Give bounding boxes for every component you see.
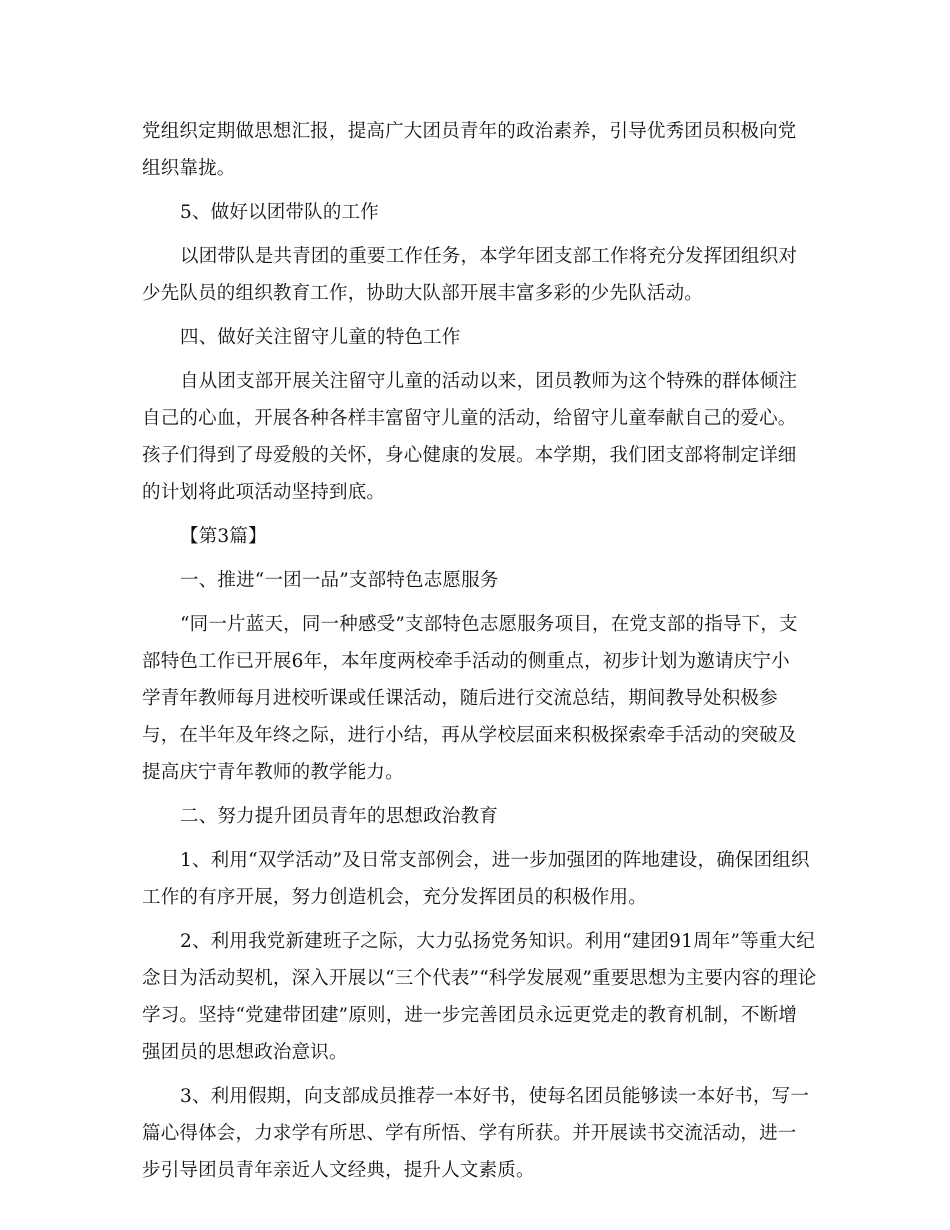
text-line: 部特色工作已开展6年，本年度两校牵手活动的侧重点，初步计划为邀请庆宁小 xyxy=(142,651,790,672)
text-line: 四、做好关注留守儿童的特色工作 xyxy=(180,327,461,348)
text-line: 一、推进“一团一品”支部特色志愿服务 xyxy=(180,570,499,591)
text-line: 篇心得体会，力求学有所思、学有所悟、学有所获。并开展读书交流活动，进一 xyxy=(142,1123,797,1144)
document-body xyxy=(142,113,817,1196)
text-line: 工作的有序开展，努力创造机会，充分发挥团员的积极作用。 xyxy=(142,887,647,908)
text-line: 5、做好以团带队的工作 xyxy=(180,202,379,223)
text-line: 【第3篇】 xyxy=(180,526,267,547)
paragraph xyxy=(142,238,810,312)
section-heading-political-education xyxy=(142,798,810,835)
text-line: 提高庆宁青年教师的教学能力。 xyxy=(142,762,404,783)
text-line: 步引导团员青年亲近人文经典，提升人文素质。 xyxy=(142,1160,535,1181)
text-line: 学习。坚持“党建带团建”原则，进一步完善团员永远更党走的教育机制，不断增 xyxy=(142,1005,798,1026)
text-line: 少先队员的组织教育工作，协助大队部开展丰富多彩的少先队活动。 xyxy=(142,283,704,304)
section-heading-team-leads-pioneers xyxy=(142,194,810,231)
paragraph xyxy=(142,842,810,916)
text-line: 念日为活动契机，深入开展以“三个代表”“科学发展观”重要思想为主要内容的理论 xyxy=(142,968,817,989)
paragraph-continuation xyxy=(142,113,810,187)
text-line: 与，在半年及年终之际，进行小结，再从学校层面来积极探索牵手活动的突破及 xyxy=(142,725,797,746)
paragraph xyxy=(142,606,810,791)
text-line: 自己的心血，开展各种各样丰富留守儿童的活动，给留守儿童奉献自己的爱心。 xyxy=(142,408,797,429)
text-line: 的计划将此项活动坚持到底。 xyxy=(142,482,386,503)
text-line: 自从团支部开展关注留守儿童的活动以来，团员教师为这个特殊的群体倾注 xyxy=(180,371,798,392)
text-line: 孩子们得到了母爱般的关怀，身心健康的发展。本学期，我们团支部将制定详细 xyxy=(142,445,797,466)
text-line: 2、利用我党新建班子之际，大力弘扬党务知识。利用“建团91周年”等重大纪 xyxy=(180,931,815,952)
section-heading-volunteer-service xyxy=(142,562,810,599)
text-line: 以团带队是共青团的重要工作任务，本学年团支部工作将充分发挥团组织对 xyxy=(180,246,798,267)
text-line: 党组织定期做思想汇报，提高广大团员青年的政治素养，引导优秀团员积极向党 xyxy=(142,121,797,142)
section-heading-left-behind-children xyxy=(142,319,810,356)
part-heading xyxy=(142,518,810,555)
paragraph xyxy=(142,1078,810,1189)
paragraph xyxy=(142,363,810,511)
text-line: 强团员的思想政治意识。 xyxy=(142,1042,348,1063)
text-line: 二、努力提升团员青年的思想政治教育 xyxy=(180,806,498,827)
paragraph xyxy=(142,923,817,1071)
text-line: 学青年教师每月进校听课或任课活动，随后进行交流总结，期间教导处积极参 xyxy=(142,688,778,709)
text-line: 1、利用“双学活动”及日常支部例会，进一步加强团的阵地建设，确保团组织 xyxy=(180,850,810,871)
text-line: 3、利用假期，向支部成员推荐一本好书，使每名团员能够读一本好书，写一 xyxy=(180,1086,810,1107)
text-line: “同一片蓝天，同一种感受”支部特色志愿服务项目，在党支部的指导下，支 xyxy=(180,614,798,635)
text-line: 组织靠拢。 xyxy=(142,158,236,179)
